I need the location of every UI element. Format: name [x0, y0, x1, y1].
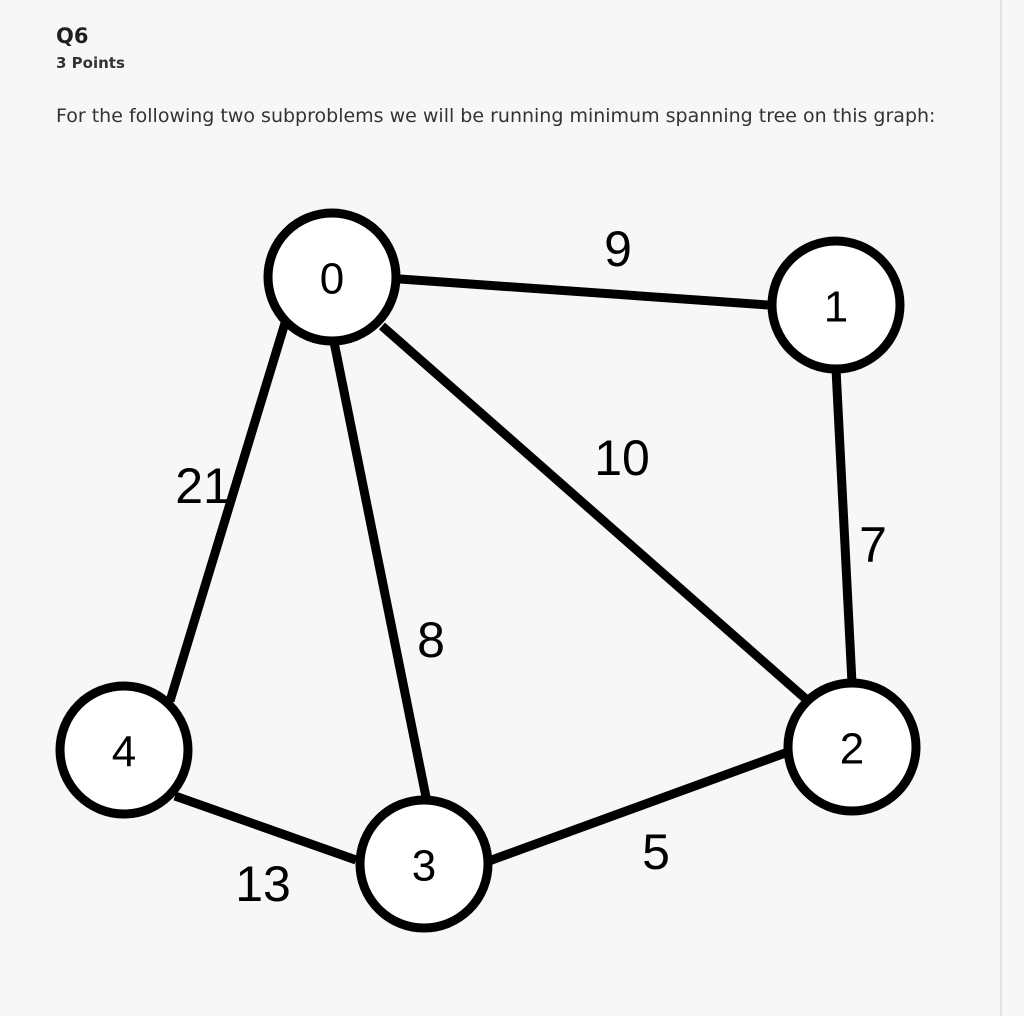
edge-weight-label: 8 — [417, 612, 445, 668]
question-points: 3 Points — [56, 54, 125, 72]
node-label: 0 — [319, 254, 345, 304]
edge-weight-label: 21 — [175, 458, 231, 514]
node-label: 4 — [111, 727, 137, 777]
edge-2-3 — [489, 752, 788, 861]
edge-weight-label: 10 — [594, 430, 650, 486]
edge-1-2 — [836, 369, 852, 683]
edge-0-2 — [382, 326, 807, 700]
edge-0-1 — [400, 279, 768, 305]
node-label: 1 — [823, 282, 849, 332]
edge-weight-label: 13 — [235, 856, 291, 912]
question-title: Q6 — [56, 24, 89, 48]
node-label: 2 — [839, 724, 865, 774]
edge-weight-label: 7 — [859, 517, 887, 573]
question-prompt: For the following two subproblems we will be running minimum spanning tree on this graph: — [56, 105, 936, 127]
page-divider — [1000, 0, 1002, 1016]
edge-weight-label: 5 — [642, 824, 670, 880]
edge-0-3 — [334, 342, 426, 797]
edge-3-4 — [175, 796, 356, 860]
node-label: 3 — [411, 841, 437, 891]
edge-weight-label: 9 — [604, 221, 632, 277]
